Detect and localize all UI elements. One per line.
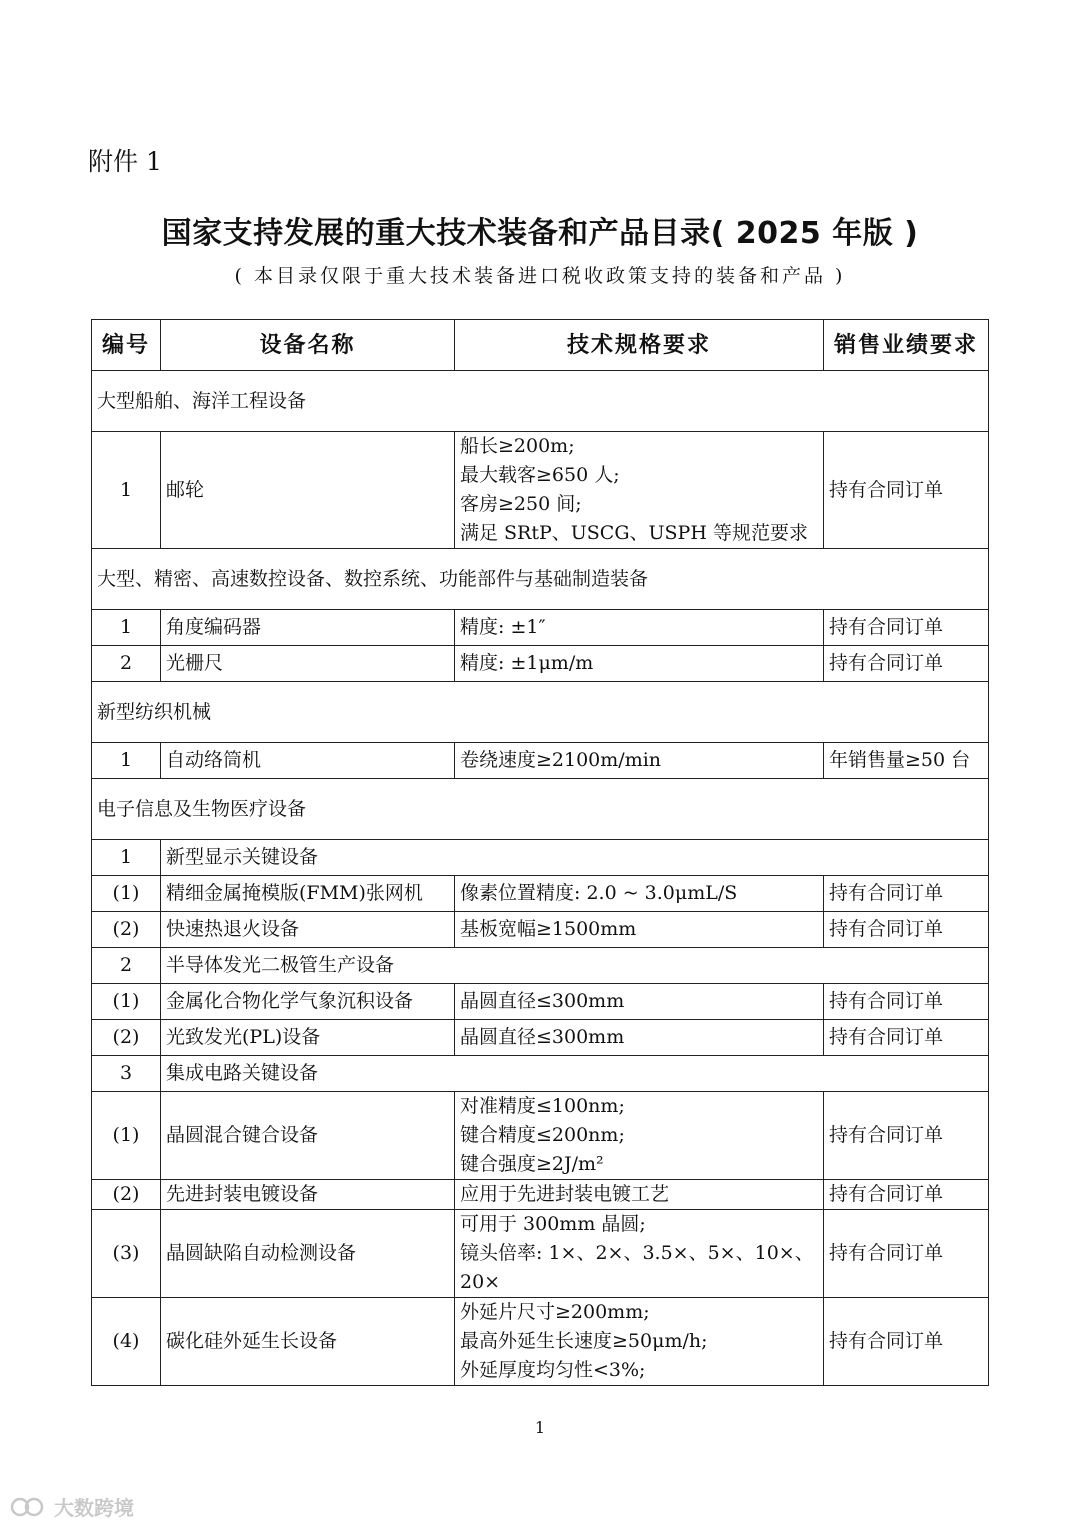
group-row [92, 1056, 989, 1092]
cell-number: (2) [92, 1020, 161, 1056]
spec-line: 外延厚度均匀性<3%; [460, 1359, 646, 1381]
cell-equipment-name: 晶圆混合键合设备 [161, 1092, 455, 1180]
cell-number: (1) [92, 1092, 161, 1180]
cell-equipment-name: 邮轮 [161, 432, 455, 549]
spec-line: 镜头倍率: 1×、2×、3.5×、5×、10×、 [460, 1242, 814, 1264]
cell-spec [455, 432, 824, 549]
cell-spec [455, 984, 824, 1020]
cell-equipment-name: 光栅尺 [161, 646, 455, 682]
page-subtitle: ( 本目录仅限于重大技术装备进口税收政策支持的装备和产品 ) [234, 265, 846, 287]
cell-sales: 持有合同订单 [824, 1092, 989, 1180]
cell-spec [455, 912, 824, 948]
section-row [92, 779, 989, 840]
watermark-logo-icon [10, 1496, 48, 1518]
cell-sales: 持有合同订单 [824, 646, 989, 682]
header-spec: 技术规格要求 [455, 320, 824, 371]
cell-equipment-name: 先进封装电镀设备 [161, 1180, 455, 1210]
cell-number: (4) [92, 1298, 161, 1386]
table-body [92, 371, 989, 1386]
spec-line: 卷绕速度≥2100m/min [460, 749, 662, 771]
cell-equipment-name: 晶圆缺陷自动检测设备 [161, 1210, 455, 1298]
spec-line: 外延片尺寸≥200mm; [460, 1301, 650, 1323]
cell-sales: 持有合同订单 [824, 610, 989, 646]
header-equipment-name: 设备名称 [161, 320, 455, 371]
attachment-label: 附件 1 [88, 147, 162, 176]
cell-number: 2 [92, 646, 161, 682]
cell-equipment-name: 碳化硅外延生长设备 [161, 1298, 455, 1386]
table-row [92, 432, 989, 549]
table-row [92, 1020, 989, 1056]
cell-number: (2) [92, 912, 161, 948]
cell-number: 1 [92, 432, 161, 549]
header-sales: 销售业绩要求 [824, 320, 989, 371]
table-row [92, 610, 989, 646]
spec-line: 满足 SRtP、USCG、USPH 等规范要求 [460, 522, 808, 544]
cell-equipment-name: 快速热退火设备 [161, 912, 455, 948]
cell-equipment-name: 金属化合物化学气象沉积设备 [161, 984, 455, 1020]
cell-number: 1 [92, 743, 161, 779]
cell-sales: 持有合同订单 [824, 1020, 989, 1056]
spec-line: 可用于 300mm 晶圆; [460, 1213, 646, 1235]
spec-line: 基板宽幅≥1500mm [460, 918, 637, 940]
section-row [92, 682, 989, 743]
page-title: 国家支持发展的重大技术装备和产品目录( 2025 年版 ) [161, 216, 919, 251]
cell-sales: 年销售量≥50 台 [824, 743, 989, 779]
table-header-row [92, 320, 989, 371]
cell-sales: 持有合同订单 [824, 432, 989, 549]
header-number: 编号 [92, 320, 161, 371]
spec-line: 精度: ±1″ [460, 616, 546, 638]
cell-spec [455, 646, 824, 682]
section-title: 大型船舶、海洋工程设备 [92, 371, 989, 432]
cell-sales: 持有合同订单 [824, 1210, 989, 1298]
cell-spec [455, 1092, 824, 1180]
spec-line: 精度: ±1μm/m [460, 652, 594, 674]
group-name: 集成电路关键设备 [161, 1056, 989, 1092]
spec-line: 晶圆直径≤300mm [460, 990, 625, 1012]
watermark [10, 1492, 134, 1521]
cell-equipment-name: 精细金属掩模版(FMM)张网机 [161, 876, 455, 912]
table-row [92, 1298, 989, 1386]
group-name: 半导体发光二极管生产设备 [161, 948, 989, 984]
table-row [92, 743, 989, 779]
cell-number: 1 [92, 610, 161, 646]
table-row [92, 1180, 989, 1210]
spec-line: 应用于先进封装电镀工艺 [460, 1183, 670, 1205]
spec-line: 客房≥250 间; [460, 493, 582, 515]
cell-equipment-name: 角度编码器 [161, 610, 455, 646]
table-row [92, 1092, 989, 1180]
page-number: 1 [534, 1418, 546, 1437]
table-row [92, 1210, 989, 1298]
spec-line: 最高外延生长速度≥50μm/h; [460, 1330, 708, 1352]
spec-line: 键合强度≥2J/m² [460, 1153, 604, 1175]
table-row [92, 876, 989, 912]
spec-line: 晶圆直径≤300mm [460, 1026, 625, 1048]
section-title: 大型、精密、高速数控设备、数控系统、功能部件与基础制造装备 [92, 549, 989, 610]
cell-equipment-name: 光致发光(PL)设备 [161, 1020, 455, 1056]
section-row [92, 549, 989, 610]
table-row [92, 912, 989, 948]
spec-line: 最大载客≥650 人; [460, 464, 620, 486]
table-row [92, 984, 989, 1020]
cell-sales: 持有合同订单 [824, 1180, 989, 1210]
cell-number: (1) [92, 984, 161, 1020]
cell-sales: 持有合同订单 [824, 1298, 989, 1386]
cell-number: (1) [92, 876, 161, 912]
cell-spec [455, 610, 824, 646]
cell-spec [455, 743, 824, 779]
group-row [92, 840, 989, 876]
cell-number: (2) [92, 1180, 161, 1210]
spec-line: 对准精度≤100nm; [460, 1095, 625, 1117]
cell-spec [455, 1020, 824, 1056]
cell-equipment-name: 自动络筒机 [161, 743, 455, 779]
cell-sales: 持有合同订单 [824, 876, 989, 912]
group-row [92, 948, 989, 984]
spec-line: 键合精度≤200nm; [460, 1124, 625, 1146]
table-row [92, 646, 989, 682]
cell-spec [455, 876, 824, 912]
section-title: 新型纺织机械 [92, 682, 989, 743]
cell-sales: 持有合同订单 [824, 984, 989, 1020]
spec-line: 20× [460, 1271, 501, 1293]
cell-sales: 持有合同订单 [824, 912, 989, 948]
group-name: 新型显示关键设备 [161, 840, 989, 876]
watermark-text: 大数跨境 [54, 1496, 134, 1520]
cell-spec [455, 1210, 824, 1298]
cell-spec [455, 1180, 824, 1210]
cell-number: (3) [92, 1210, 161, 1298]
catalog-table [91, 319, 989, 1386]
section-row [92, 371, 989, 432]
cell-spec [455, 1298, 824, 1386]
cell-number: 2 [92, 948, 161, 984]
section-title: 电子信息及生物医疗设备 [92, 779, 989, 840]
spec-line: 船长≥200m; [460, 435, 575, 457]
cell-number: 1 [92, 840, 161, 876]
cell-number: 3 [92, 1056, 161, 1092]
spec-line: 像素位置精度: 2.0 ~ 3.0μmL/S [460, 882, 738, 904]
